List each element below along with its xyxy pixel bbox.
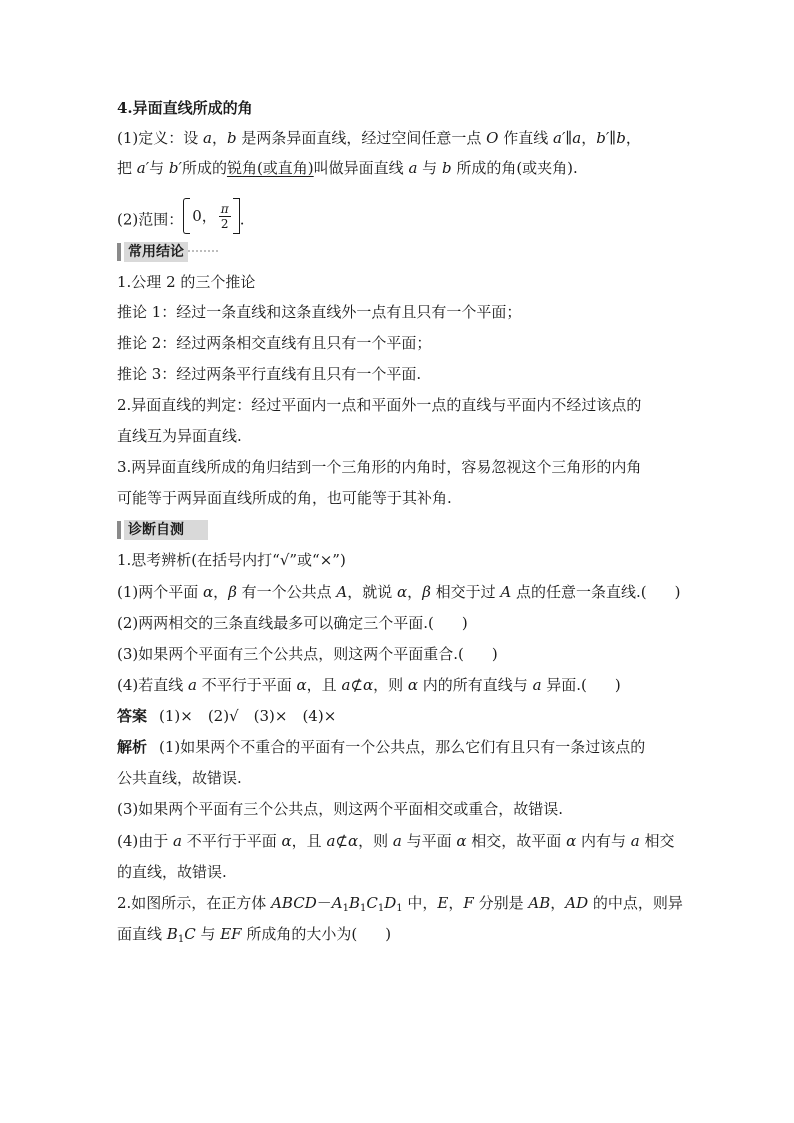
question-1-title — [117, 550, 346, 570]
underlined-term: 锐角(或直角) — [226, 159, 314, 177]
text: ) — [385, 925, 392, 943]
text: 面直线 — [117, 925, 167, 943]
text: ，就说 — [347, 583, 398, 601]
math-var: AB — [528, 894, 551, 912]
text: ) — [461, 614, 468, 632]
math-var: B — [166, 925, 178, 943]
subscript: 1 — [177, 934, 185, 945]
range-line — [117, 200, 244, 241]
text: 内有与 — [576, 832, 631, 850]
text: (4)若直线 — [117, 676, 189, 694]
question-2-line-1 — [117, 893, 683, 919]
text: 叫做异面直线 — [313, 159, 409, 177]
text: 与 — [417, 159, 442, 177]
corollary-1 — [117, 302, 521, 322]
math-var: a — [630, 832, 640, 850]
math-var: a — [532, 676, 542, 694]
banner-bar — [117, 243, 121, 261]
text: 作直线 — [498, 129, 554, 147]
section-banner-conclusions — [117, 242, 218, 262]
text: (2)两两相交的三条直线最多可以确定三个平面.( — [117, 614, 434, 632]
text: ， — [625, 129, 641, 147]
text: 不平行于平面 — [196, 676, 297, 694]
text: 相交 — [639, 832, 675, 850]
right-bracket — [233, 198, 240, 234]
math-var: C — [366, 894, 378, 912]
math-var: a — [173, 832, 182, 850]
text: 3.两异面直线所成的角归结到一个三角形的内角时，容易忽视这个三角形的内角 — [117, 458, 642, 476]
text: ， — [211, 129, 227, 147]
text: 所成的角(或夹角). — [451, 159, 578, 177]
text: 分别是 — [473, 894, 529, 912]
text: 所成的 — [181, 159, 227, 177]
text: 1.思考辨析(在括号内打“√”或“×”) — [117, 551, 346, 569]
text: 2.如图所示，在正方体 — [117, 894, 272, 912]
text: ) — [491, 645, 498, 663]
math-var: EF — [220, 925, 242, 943]
range-zero: 0， — [192, 207, 217, 225]
math-var: a — [188, 676, 197, 694]
math-expr: b′∥b — [596, 129, 626, 147]
text: ) — [614, 676, 621, 694]
text: 1.公理 2 的三个推论 — [117, 273, 256, 291]
question-1-item-3 — [117, 644, 498, 664]
text: ，则 — [358, 832, 393, 850]
text: (3)如果两个平面有三个公共点，则这两个平面相交或重合，故错误. — [117, 800, 564, 818]
math-var: A — [331, 894, 343, 912]
math-var: b′ — [168, 159, 182, 177]
math-expr: a⊄α — [341, 676, 374, 694]
conclusion-2-line-1 — [117, 395, 641, 415]
subscript: 1 — [360, 903, 367, 914]
analysis-line-2 — [117, 768, 242, 788]
definition-line-2 — [117, 158, 578, 178]
math-var: E — [437, 894, 449, 912]
text: 中， — [402, 894, 438, 912]
math-var: α — [397, 583, 408, 601]
math-var: α — [203, 583, 214, 601]
math-var: a — [203, 129, 212, 147]
text: ， — [448, 894, 464, 912]
math-var: D — [384, 894, 397, 912]
analysis-line-5 — [117, 862, 227, 882]
question-1-item-4 — [117, 675, 621, 695]
text: 的中点，则异 — [588, 894, 683, 912]
math-var: a — [392, 832, 402, 850]
text: 的直线，故错误. — [117, 863, 227, 881]
question-1-item-1 — [117, 582, 681, 602]
pi-over-two — [219, 202, 231, 231]
text: 与平面 — [401, 832, 457, 850]
math-var: α — [456, 832, 467, 850]
range-interval — [183, 198, 239, 239]
math-var: AD — [565, 894, 589, 912]
section-banner-diagnosis — [117, 520, 208, 540]
text: ， — [213, 583, 229, 601]
corollary-2 — [117, 333, 431, 353]
text: 推论 3：经过两条平行直线有且只有一个平面. — [117, 365, 422, 383]
answer-label: 答案 — [117, 707, 148, 725]
math-expr: a′∥a — [553, 129, 582, 147]
math-var: b — [227, 129, 237, 147]
conclusion-3-line-1 — [117, 457, 641, 477]
text: ，则 — [373, 676, 408, 694]
range-label: (2)范围： — [117, 210, 184, 229]
analysis-line-3 — [117, 799, 563, 819]
math-var: F — [463, 894, 474, 912]
text: (1)如果两个不重合的平面有一个公共点，那么它们有且只有一条过该点的 — [159, 738, 646, 756]
text: ) — [674, 583, 681, 601]
text: 与 — [195, 925, 221, 943]
text: 点的任意一条直线.( — [511, 583, 647, 601]
subscript: 1 — [342, 903, 349, 914]
text: . — [239, 210, 245, 229]
banner-dots — [188, 250, 218, 254]
math-var: a — [408, 159, 418, 177]
analysis-line-1 — [117, 737, 645, 757]
math-var: α — [281, 832, 292, 850]
conclusion-1-title — [117, 272, 255, 292]
math-var: β — [422, 583, 431, 601]
math-var: C — [184, 925, 196, 943]
text: ， — [581, 129, 597, 147]
conclusion-3-line-2 — [117, 488, 452, 508]
answer-text: (1)× (2)√ (3)× (4)× — [159, 707, 337, 725]
math-var: a′ — [136, 159, 150, 177]
text: 内的所有直线与 — [418, 676, 533, 694]
analysis-line-4 — [117, 831, 674, 851]
math-expr: a⊄α — [326, 832, 359, 850]
analysis-label: 解析 — [117, 738, 148, 756]
text: 推论 2：经过两条相交直线有且只有一个平面； — [117, 334, 432, 352]
text: 不平行于平面 — [181, 832, 282, 850]
text: ， — [407, 583, 423, 601]
section-heading-text: 4.异面直线所成的角 — [117, 99, 253, 117]
left-paren — [183, 198, 190, 234]
math-var: α — [407, 676, 419, 694]
text: ，且 — [291, 832, 327, 850]
answer-line — [117, 706, 336, 726]
text: 是两条异面直线，经过空间任意一点 — [236, 129, 487, 147]
text: 有一个公共点 — [236, 583, 337, 601]
text: 2.异面直线的判定：经过平面内一点和平面外一点的直线与平面内不经过该点的 — [117, 396, 642, 414]
banner-bar — [117, 521, 121, 539]
banner-label: 常用结论 — [124, 242, 188, 262]
math-var: A — [500, 583, 512, 601]
text: ， — [550, 894, 566, 912]
text: － — [316, 894, 332, 912]
fraction-denominator: 2 — [220, 216, 229, 231]
text: 相交于过 — [430, 583, 501, 601]
text: 直线互为异面直线. — [117, 427, 242, 445]
fraction-numerator: π — [220, 201, 229, 216]
math-var: β — [228, 583, 237, 601]
math-var: b — [441, 159, 452, 177]
text: 把 — [117, 159, 137, 177]
text: 与 — [149, 159, 169, 177]
math-var: O — [486, 129, 499, 147]
conclusion-2-line-2 — [117, 426, 242, 446]
text: (4)由于 — [117, 832, 174, 850]
text: (3)如果两个平面有三个公共点，则这两个平面重合.( — [117, 645, 464, 663]
math-var: ABCD — [271, 894, 317, 912]
text: ，且 — [306, 676, 342, 694]
corollary-3 — [117, 364, 421, 384]
math-var: B — [348, 894, 360, 912]
section-heading — [117, 98, 253, 118]
text: 可能等于两异面直线所成的角，也可能等于其补角. — [117, 489, 452, 507]
text: (1)两个平面 — [117, 583, 204, 601]
subscript: 1 — [396, 903, 403, 914]
text: 推论 1：经过一条直线和这条直线外一点有且只有一个平面； — [117, 303, 522, 321]
question-2-line-2 — [117, 924, 391, 950]
text: (1)定义：设 — [117, 129, 204, 147]
text: 所成角的大小为( — [241, 925, 358, 943]
math-var: α — [296, 676, 307, 694]
math-var: α — [566, 832, 577, 850]
text: 公共直线，故错误. — [117, 769, 242, 787]
question-1-item-2 — [117, 613, 468, 633]
text: 相交，故平面 — [466, 832, 567, 850]
subscript: 1 — [377, 903, 385, 914]
definition-line-1 — [117, 128, 641, 148]
text: 异面.( — [541, 676, 587, 694]
banner-label: 诊断自测 — [124, 520, 208, 540]
math-var: A — [336, 583, 348, 601]
